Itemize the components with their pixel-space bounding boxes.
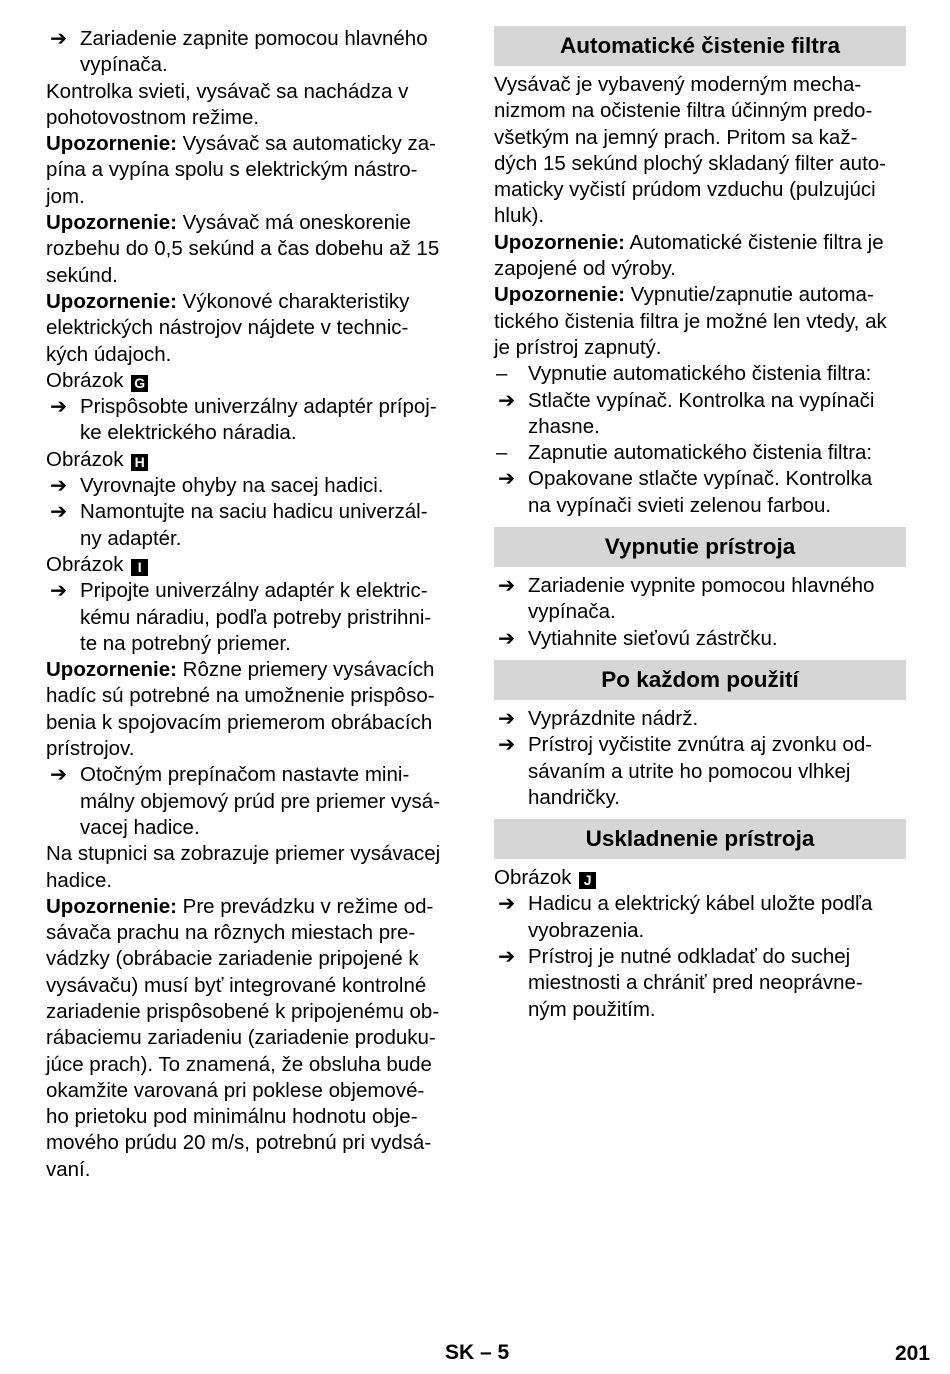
figure-reference bbox=[46, 368, 460, 394]
left-column bbox=[46, 26, 460, 1183]
note-paragraph: Upozornenie: Rôzne priemery vysávacích hadíc sú potrebné na umožnenie prispôso- benia k spojovacím priemerom obrábacích prístrojov. bbox=[46, 658, 435, 761]
dash-list-item bbox=[494, 440, 906, 466]
section-heading: Vypnutie prístroja bbox=[494, 527, 906, 567]
page-number: 201 bbox=[894, 1342, 930, 1365]
step-text: Zariadenie zapnite pomocou hlavného vypínača. bbox=[80, 27, 428, 77]
step-text: Vypnutie automatického čistenia filtra: bbox=[528, 362, 872, 386]
note-paragraph: Upozornenie: Pre prevádzku v režime od- sávača prachu na rôznych miestach pre- vádzky (obrábacie zariadenie pripojené k vysávaču) musí byť integrované kontrolné zariadenie prispôsobené k pripojenému ob- rábaciemu zariadeniu (zariadenie produku- júce prach). To znamená, že obsluha bude okamžite varovaná pri poklese objemové- ho prietoku pod minimálnu hodnotu obje- mového prúdu 20 m/s, potrebnú pri vydsá- vaní. bbox=[46, 894, 440, 1181]
instruction-step bbox=[494, 944, 906, 1023]
arrow-right-icon: ➔ bbox=[498, 945, 516, 969]
figure-label: Obrázok bbox=[46, 368, 130, 392]
instruction-step bbox=[46, 26, 460, 79]
step-text: Vyrovnajte ohyby na sacej hadici. bbox=[80, 474, 384, 498]
figure-badge: I bbox=[131, 559, 148, 576]
arrow-right-icon: ➔ bbox=[50, 500, 68, 524]
arrow-right-icon: ➔ bbox=[498, 467, 516, 491]
arrow-right-icon: ➔ bbox=[50, 395, 68, 419]
dash-bullet-icon: – bbox=[496, 362, 508, 386]
right-column bbox=[494, 26, 906, 1023]
note-paragraph: Upozornenie: Vysávač má oneskorenie rozbehu do 0,5 sekúnd a čas dobehu až 15 sekúnd. bbox=[46, 211, 440, 287]
figure-label: Obrázok bbox=[46, 447, 130, 471]
instruction-step bbox=[46, 394, 460, 447]
step-text: Zapnutie automatického čistenia filtra: bbox=[528, 441, 873, 465]
arrow-right-icon: ➔ bbox=[498, 574, 516, 598]
body-paragraph: Vysávač je vybavený moderným mecha- nizmom na očistenie filtra účinným predo- všetkým na jemný prach. Pritom sa kaž- dých 15 sekúnd plochý skladaný filter auto- maticky vyčistí prúdom vzduchu (pulzujúci hluk). bbox=[494, 73, 887, 228]
body-paragraph: Kontrolka svieti, vysávač sa nachádza v pohotovostnom režime. bbox=[46, 79, 409, 129]
section-heading: Uskladnenie prístroja bbox=[494, 819, 906, 859]
figure-label: Obrázok bbox=[494, 866, 578, 890]
arrow-right-icon: ➔ bbox=[498, 892, 516, 916]
note-label: Upozornenie: bbox=[46, 658, 177, 682]
arrow-right-icon: ➔ bbox=[50, 27, 68, 50]
figure-reference bbox=[494, 865, 906, 891]
step-text: Prístroj vyčistite zvnútra aj zvonku od- sávaním a utrite ho pomocou vlhkej handričky. bbox=[528, 733, 873, 809]
instruction-step bbox=[494, 388, 906, 441]
step-text: Opakovane stlačte vypínač. Kontrolka na vypínači svieti zelenou farbou. bbox=[528, 467, 873, 517]
arrow-right-icon: ➔ bbox=[498, 626, 516, 650]
instruction-step bbox=[46, 762, 460, 841]
instruction-step bbox=[494, 732, 906, 811]
arrow-right-icon: ➔ bbox=[50, 579, 68, 603]
note-label: Upozornenie: bbox=[46, 894, 177, 918]
note-label: Upozornenie: bbox=[494, 283, 625, 307]
note-label: Upozornenie: bbox=[46, 132, 177, 156]
instruction-step bbox=[494, 626, 906, 652]
instruction-step bbox=[46, 578, 460, 657]
step-text: Hadicu a elektrický kábel uložte podľa vyobrazenia. bbox=[528, 892, 873, 942]
instruction-step bbox=[494, 466, 906, 519]
step-text: Prispôsobte univerzálny adaptér prípoj- ke elektrického náradia. bbox=[80, 395, 437, 445]
figure-reference bbox=[46, 447, 460, 473]
note-paragraph: Upozornenie: Vypnutie/zapnutie automa- tického čistenia filtra je možné len vtedy, ak je prístroj zapnutý. bbox=[494, 283, 887, 359]
arrow-right-icon: ➔ bbox=[50, 763, 68, 787]
instruction-step bbox=[494, 706, 906, 732]
step-text: Prístroj je nutné odkladať do suchej miestnosti a chrániť pred neoprávne- ným použitím. bbox=[528, 945, 863, 1021]
figure-reference bbox=[46, 552, 460, 578]
arrow-right-icon: ➔ bbox=[498, 706, 516, 730]
body-paragraph: Na stupnici sa zobrazuje priemer vysávacej hadice. bbox=[46, 842, 441, 892]
figure-badge: G bbox=[131, 375, 148, 392]
note-paragraph: Upozornenie: Vysávač sa automaticky za- pína a vypína spolu s elektrickým nástro- jom. bbox=[46, 132, 436, 208]
step-text: Otočným prepínačom nastavte mini- málny objemový prúd pre priemer vysá- vacej hadice. bbox=[80, 763, 441, 839]
step-text: Zariadenie vypnite pomocou hlavného vypínača. bbox=[528, 574, 875, 624]
arrow-right-icon: ➔ bbox=[50, 474, 68, 498]
step-text: Namontujte na saciu hadicu univerzál- ny adaptér. bbox=[80, 500, 428, 550]
step-text: Pripojte univerzálny adaptér k elektric- kému náradiu, podľa potreby pristrihni- te na potrebný priemer. bbox=[80, 579, 432, 655]
section-heading: Po každom použití bbox=[494, 660, 906, 700]
figure-badge: J bbox=[579, 872, 596, 889]
instruction-step bbox=[494, 573, 906, 626]
section-page-label: SK – 5 bbox=[445, 1341, 510, 1364]
note-label: Upozornenie: bbox=[494, 230, 625, 254]
note-paragraph: Upozornenie: Automatické čistenie filtra je zapojené od výroby. bbox=[494, 230, 884, 281]
note-paragraph: Upozornenie: Výkonové charakteristiky elektrických nástrojov nájdete v technic- kých údajoch. bbox=[46, 289, 410, 366]
dash-list-item bbox=[494, 361, 906, 387]
step-text: Vyprázdnite nádrž. bbox=[528, 706, 699, 730]
step-text: Vytiahnite sieťovú zástrčku. bbox=[528, 626, 778, 650]
section-heading: Automatické čistenie filtra bbox=[494, 26, 906, 66]
step-text: Stlačte vypínač. Kontrolka na vypínači zhasne. bbox=[528, 388, 875, 438]
instruction-step bbox=[494, 891, 906, 944]
arrow-right-icon: ➔ bbox=[498, 733, 516, 757]
arrow-right-icon: ➔ bbox=[498, 388, 516, 412]
instruction-step bbox=[46, 473, 460, 499]
note-label: Upozornenie: bbox=[46, 289, 177, 313]
note-label: Upozornenie: bbox=[46, 211, 177, 235]
figure-badge: H bbox=[131, 454, 148, 471]
figure-label: Obrázok bbox=[46, 552, 130, 576]
dash-bullet-icon: – bbox=[496, 441, 508, 465]
instruction-step bbox=[46, 499, 460, 552]
